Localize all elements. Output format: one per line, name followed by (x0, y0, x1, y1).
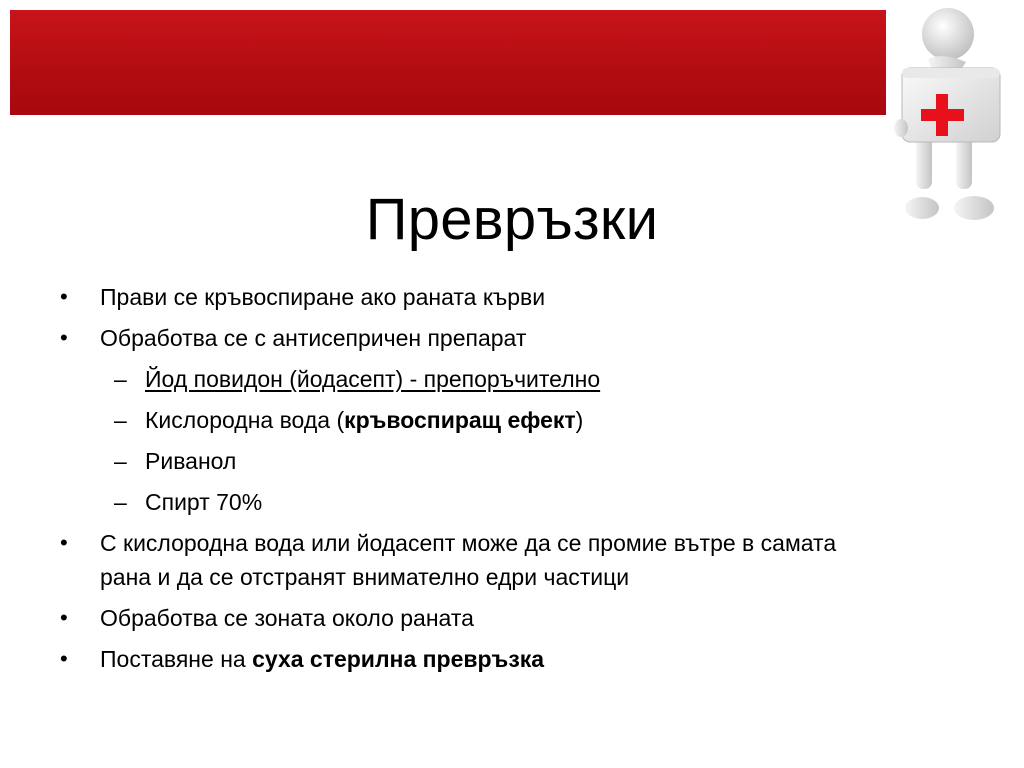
list-item: Обработва се с антисепричен препарат (100, 325, 527, 351)
slide-title: Превръзки (365, 187, 659, 252)
list-item: Прави се кръвоспиране ако раната кърви (100, 284, 546, 310)
bullet-icon: • (60, 325, 68, 350)
list-item-continuation: рана и да се отстранят внимателно едри частици (100, 564, 630, 590)
list-item: Обработва се зоната около раната (100, 605, 474, 631)
sub-list-item-suffix: ) (575, 407, 584, 433)
list-item-text: Поставяне на (100, 646, 253, 672)
sub-list-item: Риванол (145, 448, 237, 474)
dash-icon: – (114, 489, 127, 515)
bullet-icon: • (60, 530, 68, 555)
list-item: С кислородна вода или йодасепт може да се промие вътре в самата (100, 530, 837, 556)
bullet-icon: • (60, 646, 68, 671)
list-item-bold: суха стерилна превръзка (252, 646, 545, 672)
sub-list-item-link[interactable]: Йод повидон (йодасепт) - препоръчително (145, 366, 601, 392)
dash-icon: – (114, 366, 127, 392)
header-banner (10, 10, 886, 115)
bullet-icon: • (60, 284, 68, 309)
bullet-icon: • (60, 605, 68, 630)
dash-icon: – (114, 407, 127, 433)
sub-list-item-text: Кислородна вода ( (145, 407, 345, 433)
dash-icon: – (114, 448, 127, 474)
sub-list-item: Спирт 70% (145, 489, 263, 515)
sub-list-item (145, 403, 583, 437)
list-item (100, 642, 544, 676)
sub-list-item-bold: кръвоспиращ ефект (344, 407, 576, 433)
